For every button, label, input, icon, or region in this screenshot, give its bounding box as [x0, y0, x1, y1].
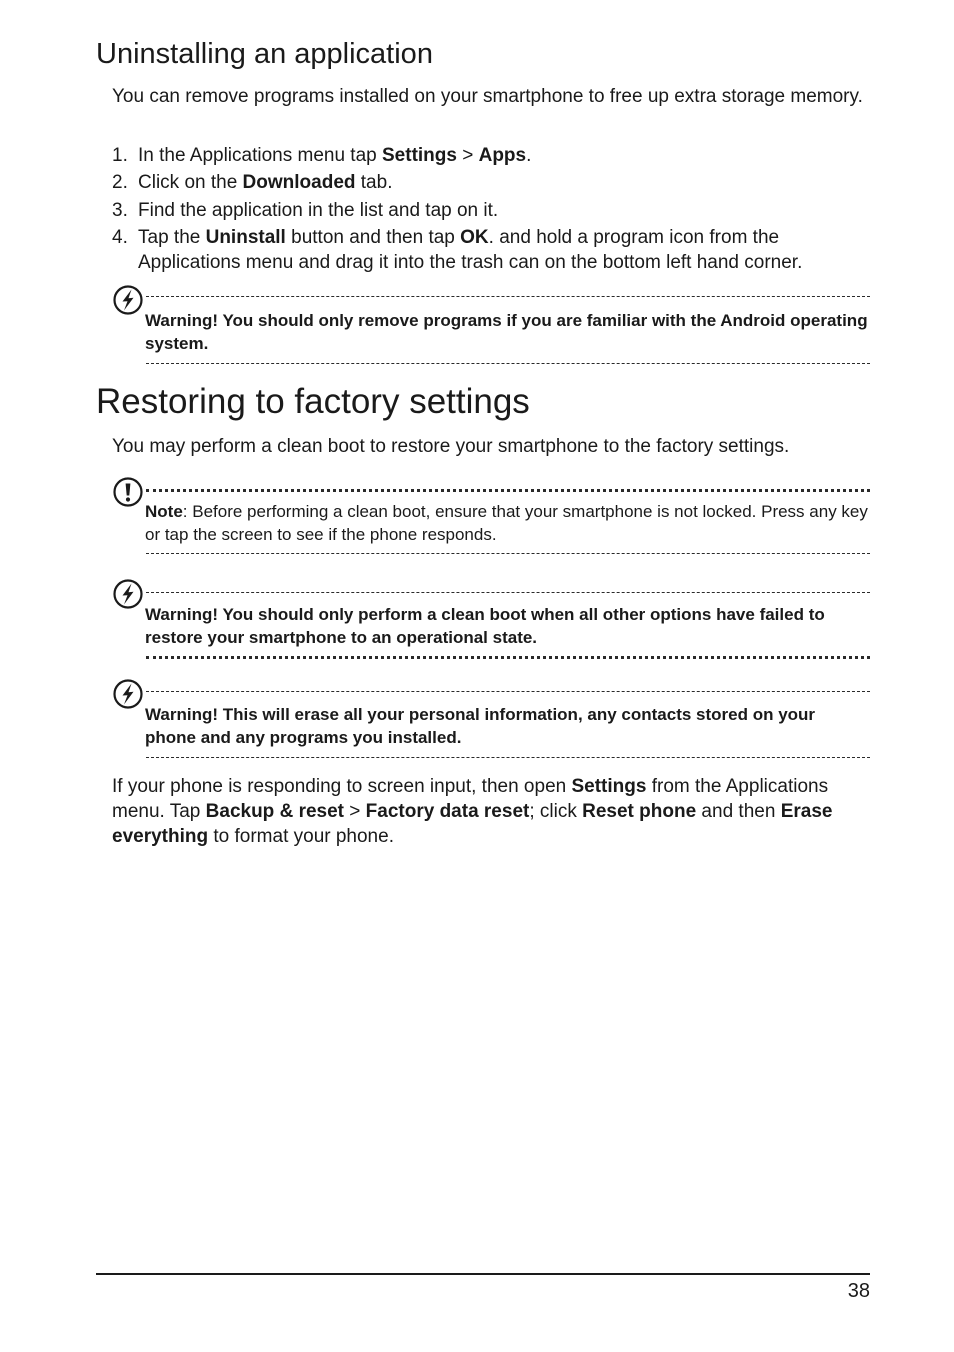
lightning-warning-icon [112, 578, 144, 610]
warning-text: Warning! You should only perform a clean boot when all other options have failed to restore your smartphone to an operational state. [145, 605, 825, 647]
section-heading-restoring: Restoring to factory settings [96, 382, 530, 421]
note-label: Note [145, 502, 183, 521]
warning-callout-uninstall [112, 284, 870, 368]
exclamation-note-icon [112, 476, 144, 508]
apps-term: Apps [478, 145, 527, 166]
backup-reset-term: Backup & reset [205, 801, 344, 822]
callout-bottom-rule [146, 553, 870, 554]
ok-term: OK [460, 227, 489, 248]
warning-text: Warning! This will erase all your personal information, any contacts stored on your phone and any programs you installed. [145, 705, 816, 747]
restore-intro: You may perform a clean boot to restore your smartphone to the factory settings. [112, 436, 790, 457]
callout-bottom-rule [146, 656, 870, 659]
step-number: 1. [112, 145, 128, 166]
downloaded-term: Downloaded [242, 172, 356, 193]
callout-bottom-rule [146, 363, 870, 364]
closing-instructions: If your phone is responding to screen input, then open Settings from the Applications menu. Tap Backup & reset > Factory data reset; click Reset phone and then Erase everything to format your phone. [112, 776, 833, 847]
step-number: 4. [112, 227, 128, 248]
callout-top-rule [146, 489, 870, 492]
note-callout [112, 476, 870, 560]
settings-term: Settings [382, 145, 457, 166]
warning-callout-erase [112, 678, 870, 764]
footer-rule [96, 1273, 870, 1275]
step-number: 3. [112, 200, 128, 221]
callout-top-rule [146, 296, 870, 297]
settings-term: Settings [571, 776, 647, 797]
section-heading-uninstalling: Uninstalling an application [96, 38, 433, 70]
warning-callout-clean-boot [112, 578, 870, 662]
uninstall-steps [112, 143, 872, 275]
erase-everything-term: Erase everything [112, 801, 833, 847]
uninstall-term: Uninstall [205, 227, 286, 248]
step-4: 4. Tap the Uninstall button and then tap OK. and hold a program icon from the Applications menu and drag it into the trash can on the bottom left hand corner. [112, 227, 803, 273]
step-number: 2. [112, 172, 128, 193]
callout-top-rule [146, 592, 870, 593]
callout-top-rule [146, 691, 870, 692]
uninstall-intro: You can remove programs installed on your smartphone to free up extra storage memory. [112, 86, 863, 107]
factory-data-reset-term: Factory data reset [365, 801, 530, 822]
lightning-warning-icon [112, 284, 144, 316]
warning-text: Warning! You should only remove programs if you are familiar with the Android operating system. [145, 311, 868, 353]
step-1: 1. In the Applications menu tap Settings > Apps. [112, 145, 532, 166]
callout-bottom-rule [146, 757, 870, 758]
note-text: Note: Before performing a clean boot, ensure that your smartphone is not locked. Press any key or tap the screen to see if the phone responds. [145, 502, 868, 544]
page-number: 38 [847, 1280, 870, 1302]
reset-phone-term: Reset phone [582, 801, 697, 822]
step-2: 2. Click on the Downloaded tab. [112, 172, 393, 193]
lightning-warning-icon [112, 678, 144, 710]
step-3: 3. Find the application in the list and tap on it. [112, 200, 499, 221]
